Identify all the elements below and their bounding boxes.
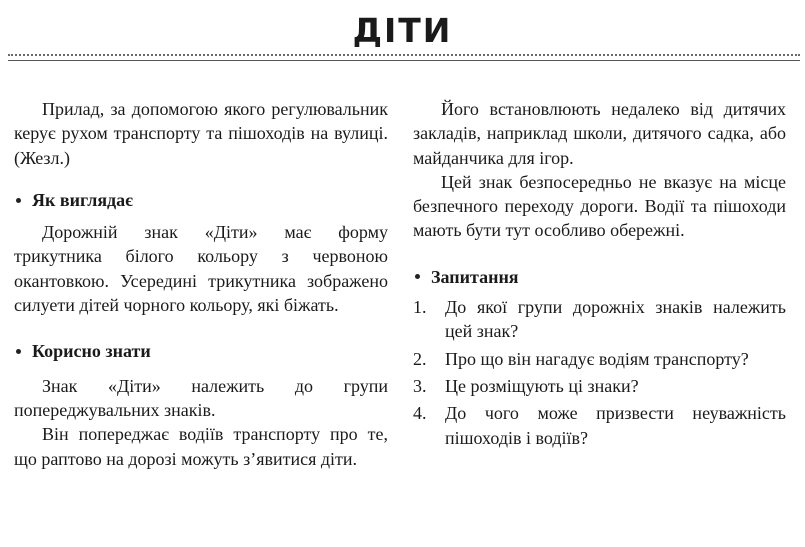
bullet-icon xyxy=(16,198,21,203)
left-column xyxy=(14,97,388,471)
caution-paragraph: Цей знак безпосередньо не вказує на місце безпечного переходу дороги. Водії та пішоходи мають бути тут особливо обережні. xyxy=(413,171,786,241)
title-divider-dotted xyxy=(8,54,800,56)
section-heading-label: Запитання xyxy=(431,266,519,287)
bullet-icon xyxy=(16,349,21,354)
intro-paragraph: Прилад, за допомогою якого регулювальник керує рухом транспорту та пішоходів на вулиці. (Жезл.) xyxy=(14,99,388,168)
right-column xyxy=(413,97,786,453)
question-text: До чого може призвести неуважність пішоходів і водіїв? xyxy=(445,403,786,448)
question-text: До якої групи дорожніх знаків належить цей знак? xyxy=(445,297,786,342)
section-heading-appearance xyxy=(14,188,388,212)
question-number: 4. xyxy=(413,403,427,424)
appearance-paragraph: Дорожній знак «Діти» має форму трикутника білого кольору з червоною окантовкою. Усередині трикутника зображено силуети дітей чорного кольору, які біжать. xyxy=(14,222,388,316)
title-divider-line xyxy=(8,60,800,61)
question-text: Це розміщують ці знаки? xyxy=(445,375,639,396)
list-item xyxy=(413,401,786,450)
section-heading-label: Корисно знати xyxy=(32,341,151,362)
bullet-icon xyxy=(415,274,420,279)
list-item xyxy=(413,347,786,371)
page-title: ДІТИ xyxy=(352,11,453,50)
question-text: Про що він нагадує водіям транспорту? xyxy=(445,348,749,369)
question-number: 2. xyxy=(413,348,427,369)
placement-paragraph: Його встановлюють недалеко від дитячих закладів, наприклад школи, дитячого садка, або майданчика для ігор. xyxy=(413,99,786,168)
section-heading-useful xyxy=(14,339,388,363)
section-heading-label: Як виглядає xyxy=(32,189,133,210)
useful-paragraph-1: Знак «Діти» належить до групи попереджувальних знаків. xyxy=(14,375,388,420)
list-item xyxy=(413,374,786,398)
list-item xyxy=(413,295,786,344)
useful-paragraph-2: Він попереджає водіїв транспорту про те, що раптово на дорозі можуть з’явитися діти. xyxy=(14,424,388,469)
questions-list xyxy=(413,295,786,450)
question-number: 3. xyxy=(413,375,427,396)
question-number: 1. xyxy=(413,297,427,318)
section-heading-questions xyxy=(413,265,786,289)
